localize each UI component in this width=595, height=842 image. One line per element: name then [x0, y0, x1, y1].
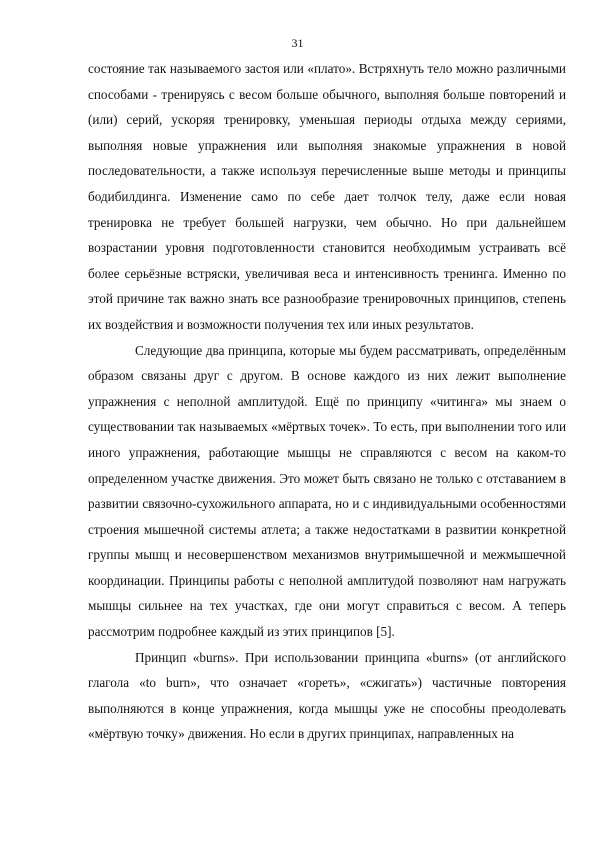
body-text: [88, 56, 566, 747]
paragraph-3: Принцип «burns». При использовании принципа «burns» (от английского глагола «to burn», что означает «гореть», «сжигать») частичные повторения выполняются в конце упражнения, когда мышцы уже не способны преодолевать «мёртвую точку» движения. Но если в других принципах, направленных на: [88, 649, 566, 742]
paragraph-1: состояние так называемого застоя или «плато». Встряхнуть тело можно различными способами - тренируясь с весом больше обычного, выполняя больше повторений и (или) серий, ускоряя тренировку, уменьшая периоды отдыха между сериями, выполняя новые упражнения или выполняя знакомые упражнения в новой последовательности, а также используя перечисленные выше методы и принципы бодибилдинга. Изменение само по себе дает толчок телу, даже если новая тренировка не требует большей нагрузки, чем обычно. Но при дальнейшем возрастании уровня подготовленности становится необходимым устраивать всё более серьёзные встряски, увеличивая веса и интенсивность тренинга. Именно по этой причине так важно знать все разнообразие тренировочных принципов, степень их воздействия и возможности получения тех или иных результатов.: [88, 61, 566, 332]
page-number: 31: [291, 36, 304, 50]
paragraph-2: Следующие два принципа, которые мы будем рассматривать, определённым образом связаны друг с другом. В основе каждого из них лежит выполнение упражнения с неполной амплитудой. Ещё по принципу «читинга» мы знаем о существовании так называемых «мёртвых точек». То есть, при выполнении того или иного упражнения, работающие мышцы не справляются с весом на каком-то определенном участке движения. Это может быть связано не только с отставанием в развитии связочно-сухожильного аппарата, но и с индивидуальными особенностями строения мышечной системы атлета; а также недостатками в развитии конкретной группы мышц и несовершенством механизмов внутримышечной и межмышечной координации. Принципы работы с неполной амплитудой позволяют нам нагружать мышцы сильнее на тех участках, где они могут справиться с весом. А теперь рассмотрим подробнее каждый из этих принципов [5].: [88, 342, 566, 640]
